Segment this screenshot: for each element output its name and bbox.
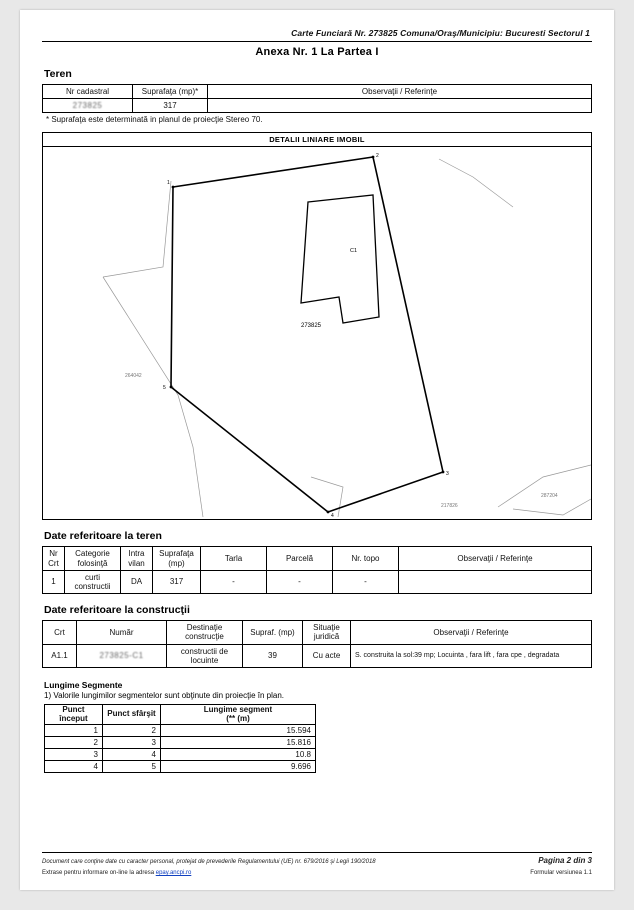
col-destinatie: Destinaţie construcţie	[167, 621, 243, 644]
svg-text:273825: 273825	[301, 323, 322, 330]
cell-situatie: Cu acte	[303, 644, 351, 667]
lungime-subtitle: 1) Valorile lungimilor segmentelor sunt obţinute din proiecţie în plan.	[44, 690, 284, 700]
svg-text:C1: C1	[350, 248, 358, 255]
cell-end: 2	[103, 725, 161, 737]
table-row	[43, 644, 592, 667]
date-constructii-table	[42, 620, 592, 668]
cell-length: 15.594	[161, 725, 316, 737]
col-tarla: Tarla	[201, 547, 267, 570]
cell-crt: A1.1	[43, 644, 77, 667]
table-row	[45, 749, 316, 761]
table-row	[45, 737, 316, 749]
cell-nr-cadastral: 273825	[43, 99, 133, 113]
cell-start: 4	[45, 761, 103, 773]
map-panel	[42, 132, 592, 520]
svg-text:4: 4	[331, 513, 334, 518]
table-header-row	[43, 85, 592, 99]
cadastral-map	[43, 147, 591, 517]
table-row	[45, 725, 316, 737]
table-header-row	[43, 547, 592, 570]
table-row	[43, 570, 592, 593]
cell-topo: -	[333, 570, 399, 593]
col-nr-crt: Nr Crt	[43, 547, 65, 570]
teren-note: * Suprafaţa este determinată in planul de proiecţie Stereo 70.	[46, 115, 263, 125]
svg-text:264042: 264042	[125, 373, 142, 380]
col-nr-cadastral: Nr cadastral	[43, 85, 133, 99]
col-categorie-folosinta: Categorie folosinţă	[65, 547, 121, 570]
cell-numar: 273825-C1	[77, 644, 167, 667]
footer-online-note	[42, 870, 191, 876]
cell-categorie: curti constructii	[65, 570, 121, 593]
col-observatii: Observaţii / Referinţe	[351, 621, 592, 644]
cell-tarla: -	[201, 570, 267, 593]
form-version: Formular versiunea 1.1	[530, 870, 592, 876]
cell-start: 3	[45, 749, 103, 761]
segments-table	[44, 704, 316, 774]
table-header-row	[43, 621, 592, 644]
cell-observatii	[208, 99, 592, 113]
page-footer	[42, 852, 592, 876]
svg-text:2: 2	[376, 153, 379, 160]
footer-online-text: Extrase pentru informare on-line la adresa	[42, 870, 156, 876]
cell-destinatie: constructii de locuinte	[167, 644, 243, 667]
cell-suprafata: 317	[133, 99, 208, 113]
cell-observatii: S. construita la sol:39 mp; Locuinta , fara lift , fara cpe , degradata	[351, 644, 592, 667]
col-observatii: Observaţii / Referinţe	[208, 85, 592, 99]
col-punct-sfarsit: Punct sfârşit	[103, 704, 161, 725]
table-row	[45, 761, 316, 773]
section-title-teren: Teren	[44, 68, 72, 80]
cell-intravilan: DA	[121, 570, 153, 593]
cell-length: 10.8	[161, 749, 316, 761]
svg-text:217826: 217826	[441, 503, 458, 510]
section-title-lungime: Lungime Segmente	[44, 679, 123, 690]
cell-end: 3	[103, 737, 161, 749]
col-suprafata: Suprafaţa (mp)*	[133, 85, 208, 99]
col-lungime-unit: (** (m)	[226, 713, 250, 723]
table-header-row	[45, 704, 316, 725]
col-parcela: Parcelă	[267, 547, 333, 570]
section-title-date-teren: Date referitoare la teren	[44, 530, 162, 543]
cell-observatii	[399, 570, 592, 593]
col-lungime-label: Lungime segment	[203, 704, 273, 714]
col-nr-topo: Nr. topo	[333, 547, 399, 570]
col-suprafata: Suprafaţa (mp)	[153, 547, 201, 570]
col-supraf: Supraf. (mp)	[243, 621, 303, 644]
col-lungime-segment	[161, 704, 316, 725]
footer-disclaimer: Document care conţine date cu caracter personal, protejat de prevederile Regulamentului (UE) nr. 679/2016 şi Legii 190/2018	[42, 859, 376, 865]
svg-text:5: 5	[163, 385, 166, 392]
col-situatie-juridica: Situaţie juridică	[303, 621, 351, 644]
date-teren-table	[42, 546, 592, 594]
cell-end: 4	[103, 749, 161, 761]
col-crt: Crt	[43, 621, 77, 644]
col-intravilan: Intra vilan	[121, 547, 153, 570]
document-header-line: Carte Funciară Nr. 273825 Comuna/Oraş/Municipiu: Bucuresti Sectorul 1	[291, 28, 590, 38]
document-page	[20, 10, 614, 890]
cell-start: 2	[45, 737, 103, 749]
cell-supraf: 39	[243, 644, 303, 667]
cell-crt: 1	[43, 570, 65, 593]
map-title: DETALII LINIARE IMOBIL	[43, 133, 591, 147]
cell-start: 1	[45, 725, 103, 737]
table-row	[43, 99, 592, 113]
cell-end: 5	[103, 761, 161, 773]
teren-table	[42, 84, 592, 113]
svg-text:3: 3	[446, 471, 449, 478]
cell-length: 9.696	[161, 761, 316, 773]
svg-text:287204: 287204	[541, 493, 558, 500]
svg-text:1: 1	[167, 180, 170, 187]
cell-suprafata: 317	[153, 570, 201, 593]
page-number: Pagina 2 din 3	[538, 856, 592, 865]
header-divider	[42, 41, 592, 42]
col-numar: Număr	[77, 621, 167, 644]
col-punct-inceput: Punct început	[45, 704, 103, 725]
cell-length: 15.816	[161, 737, 316, 749]
epay-ancpi-link[interactable]: epay.ancpi.ro	[155, 870, 192, 876]
cell-parcela: -	[267, 570, 333, 593]
section-title-date-constructii: Date referitoare la construcţii	[44, 604, 190, 617]
col-observatii: Observaţii / Referinţe	[399, 547, 592, 570]
annex-title: Anexa Nr. 1 La Partea I	[255, 46, 379, 58]
